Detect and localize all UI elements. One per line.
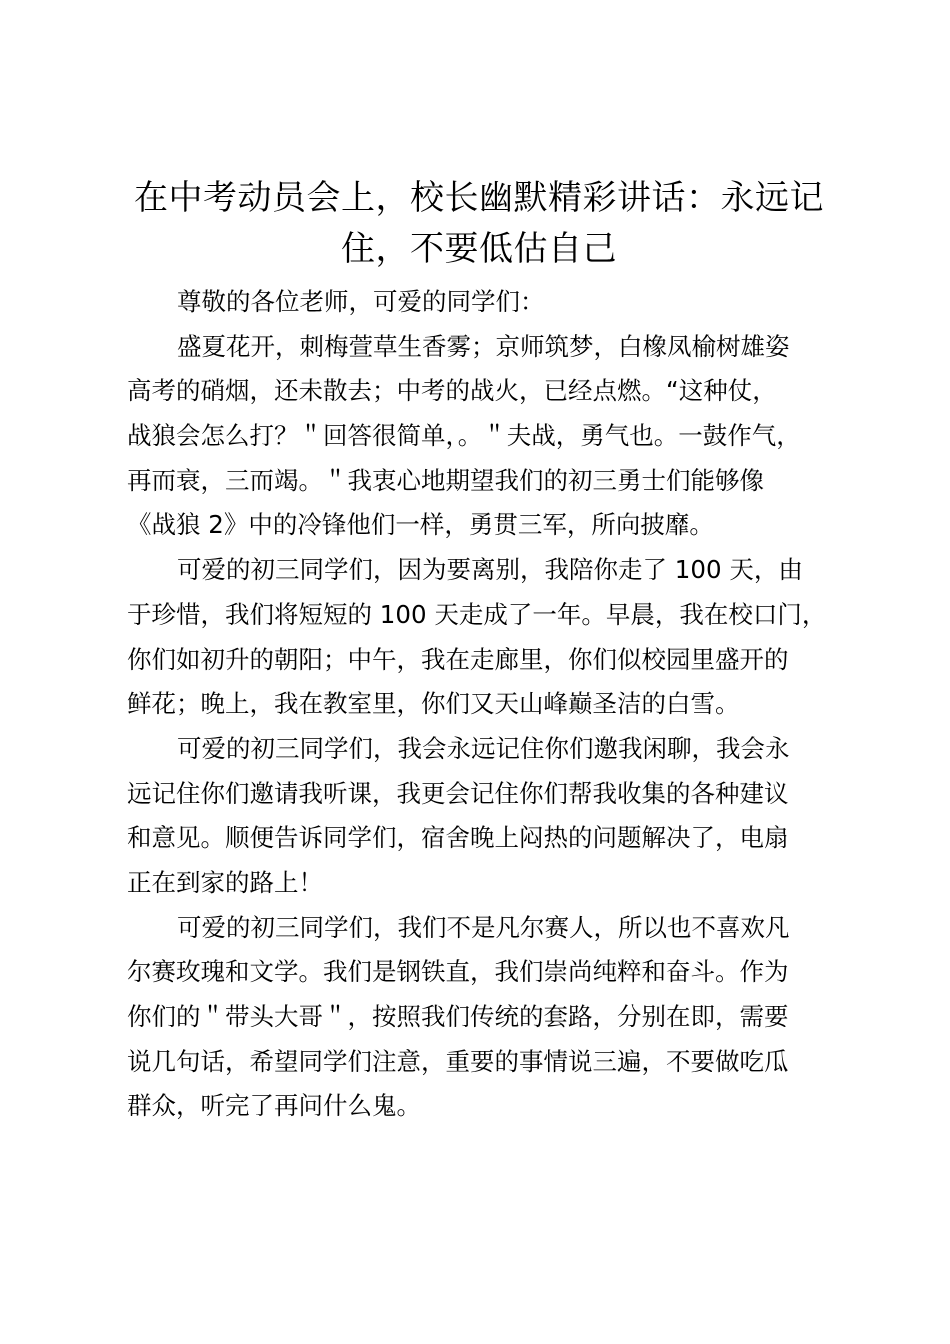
body-line: 再而衰，三而竭。＂我衷心地期望我们的初三勇士们能够像 — [127, 465, 764, 495]
body-line: 可爱的初三同学们，我会永远记住你们邀我闲聊，我会永 — [177, 733, 790, 763]
body-line: 群众，听完了再问什么鬼。 — [127, 1091, 421, 1121]
body-line: 尊敬的各位老师，可爱的同学们： — [177, 287, 545, 316]
body-line: 高考的硝烟，还未散去；中考的战火，已经点燃。“这种仗， — [127, 376, 777, 406]
body-line: 《战狼 2》中的冷锋他们一样，勇贯三军，所向披靡。 — [127, 510, 714, 540]
body-line: 于珍惜，我们将短短的 100 天走成了一年。早晨，我在校口门， — [127, 599, 827, 629]
body-line: 你们如初升的朝阳；中午，我在走廊里，你们似校园里盛开的 — [127, 644, 789, 674]
document-body — [127, 280, 862, 1129]
body-line: 和意见。顺便告诉同学们，宿舍晚上闷热的问题解决了，电扇 — [127, 823, 789, 853]
body-line: 盛夏花开，刺梅萱草生香雾；京师筑梦，白橡凤榆树雄姿 — [177, 331, 790, 361]
body-line: 远记住你们邀请我听课，我更会记住你们帮我收集的各种建议 — [127, 778, 789, 808]
body-line: 尔赛玫瑰和文学。我们是钢铁直，我们崇尚纯粹和奋斗。作为 — [127, 957, 789, 987]
body-line: 说几句话，希望同学们注意，重要的事情说三遍，不要做吃瓜 — [127, 1046, 789, 1076]
body-line: 你们的＂带头大哥＂，按照我们传统的套路，分别在即，需要 — [127, 1002, 789, 1031]
body-line: 可爱的初三同学们，我们不是凡尔赛人，所以也不喜欢凡 — [177, 912, 790, 942]
body-line: 正在到家的路上！ — [127, 867, 323, 897]
body-line: 可爱的初三同学们，因为要离别，我陪你走了 100 天，由 — [177, 555, 803, 585]
body-line: 战狼会怎么打？＂回答很简单，。＂夫战，勇气也。一鼓作气， — [127, 421, 801, 451]
document-title: 在中考动员会上，校长幽默精彩讲话：永远记住，不要低估自己 — [134, 178, 824, 269]
body-line: 鲜花；晚上，我在教室里，你们又天山峰巅圣洁的白雪。 — [127, 689, 740, 719]
